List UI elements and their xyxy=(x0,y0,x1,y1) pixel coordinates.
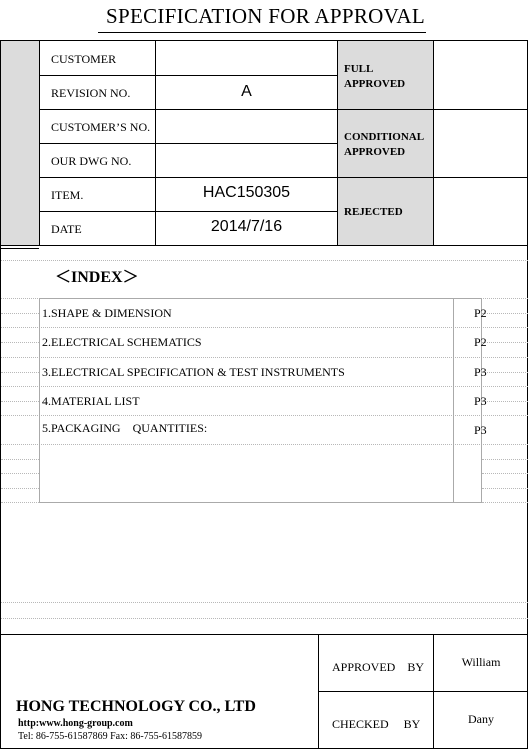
faint-grid-line xyxy=(1,618,528,619)
faint-grid-line xyxy=(482,313,528,314)
index-page: P3 xyxy=(474,365,487,379)
faint-grid-line xyxy=(1,342,39,343)
company-contact: Tel: 86-755-61587869 Fax: 86-755-61587859 xyxy=(18,731,203,742)
faint-grid-line xyxy=(1,488,39,489)
header-left-gray-margin xyxy=(1,41,39,245)
customer-label: CUSTOMER xyxy=(51,52,117,66)
header-divider xyxy=(39,211,338,212)
approved-by-label: APPROVED BY xyxy=(332,660,425,674)
conditional-approved-line1: CONDITIONAL xyxy=(344,131,425,143)
faint-grid-line xyxy=(1,502,39,503)
conditional-approved-line2: APPROVED xyxy=(344,146,406,158)
faint-grid-line xyxy=(1,313,39,314)
faint-grid-line xyxy=(482,372,528,373)
revision-value: A xyxy=(241,83,252,100)
faint-grid-line xyxy=(482,488,528,489)
header-divider xyxy=(39,143,338,144)
footer-top-line xyxy=(1,634,528,635)
company-name: HONG TECHNOLOGY CO., LTD xyxy=(16,698,256,715)
rejected-label: REJECTED xyxy=(344,206,403,218)
faint-grid-line xyxy=(482,342,528,343)
date-label: DATE xyxy=(51,222,82,236)
faint-grid-line xyxy=(482,473,528,474)
header-bottom-line xyxy=(1,245,528,246)
index-item: 3.ELECTRICAL SPECIFICATION & TEST INSTRUMENTS xyxy=(42,365,345,379)
date-value: 2014/7/16 xyxy=(210,218,283,235)
header-divider xyxy=(39,177,528,178)
index-page: P2 xyxy=(474,335,487,349)
index-page: P3 xyxy=(474,423,487,437)
index-page-divider xyxy=(453,298,454,503)
faint-grid-line xyxy=(1,473,39,474)
header-divider xyxy=(433,41,434,245)
index-page: P2 xyxy=(474,306,487,320)
index-item: 2.ELECTRICAL SCHEMATICS xyxy=(42,335,202,349)
index-heading: ＜INDEX＞ xyxy=(55,269,139,286)
checked-by-label: CHECKED BY xyxy=(332,717,421,731)
dwg-label: OUR DWG NO. xyxy=(51,154,132,168)
full-approved-line1: FULL xyxy=(344,63,374,75)
faint-grid-line xyxy=(1,401,39,402)
header-divider xyxy=(39,109,528,110)
page-title: SPECIFICATION FOR APPROVAL xyxy=(106,4,425,28)
checked-by-name: Dany xyxy=(468,712,494,726)
faint-grid-line xyxy=(482,401,528,402)
header-divider xyxy=(39,75,338,76)
full-approved-line2: APPROVED xyxy=(344,78,406,90)
item-value: HAC150305 xyxy=(202,184,291,201)
footer-divider xyxy=(318,691,528,692)
faint-grid-line xyxy=(482,459,528,460)
company-website: http:www.hong-group.com xyxy=(18,718,133,729)
faint-grid-line xyxy=(1,260,528,261)
faint-grid-line xyxy=(1,372,39,373)
header-bottom-line xyxy=(1,248,39,249)
faint-grid-line xyxy=(1,459,39,460)
approved-by-name: William xyxy=(461,655,501,669)
faint-grid-line xyxy=(482,502,528,503)
revision-label: REVISION NO. xyxy=(51,86,131,100)
item-label: ITEM. xyxy=(51,188,84,202)
index-item: 4.MATERIAL LIST xyxy=(42,394,140,408)
customers-no-label: CUSTOMER’S NO. xyxy=(51,120,151,134)
faint-grid-line xyxy=(1,602,528,603)
index-page: P3 xyxy=(474,394,487,408)
index-item: 1.SHAPE & DIMENSION xyxy=(42,306,172,320)
index-item: 5.PACKAGING QUANTITIES: xyxy=(42,421,208,435)
title-underline xyxy=(98,32,426,33)
